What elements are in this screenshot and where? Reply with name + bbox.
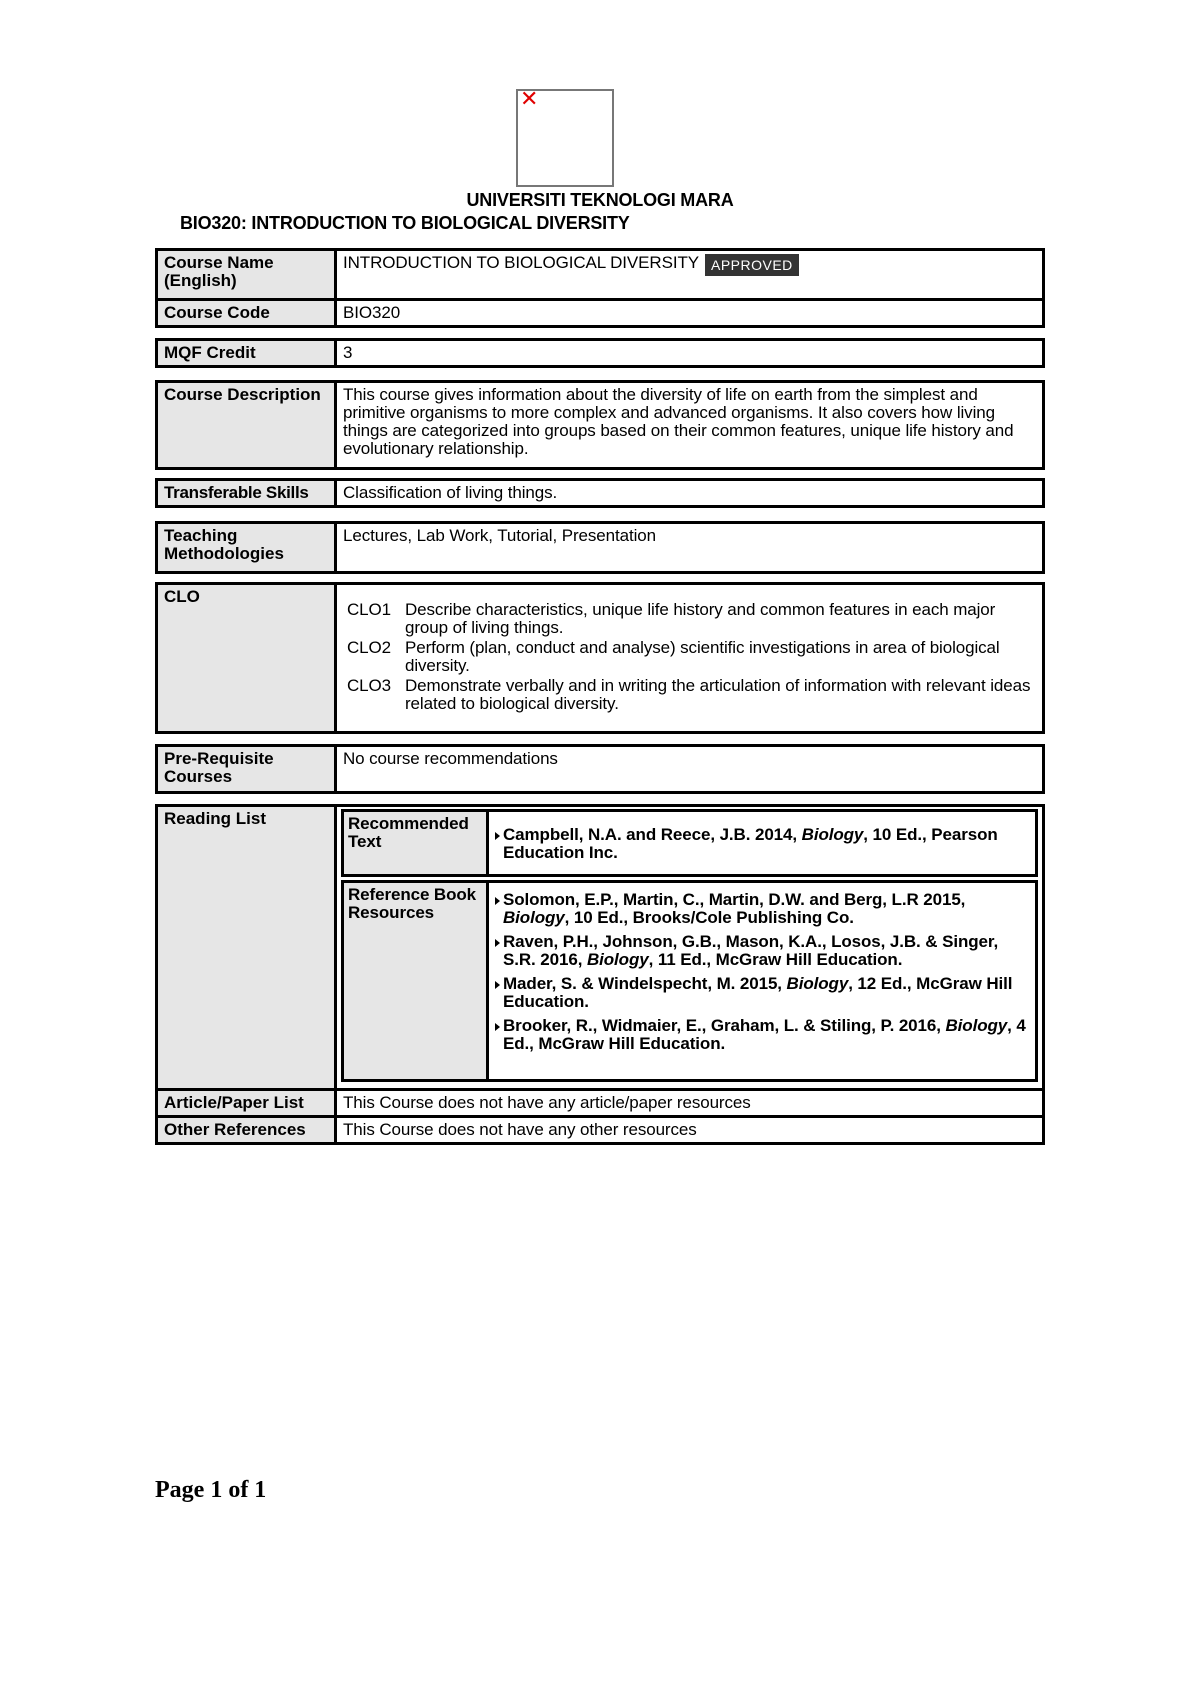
broken-image-icon: ✕ bbox=[520, 87, 539, 112]
ref-detail: , 12 Ed., McGraw Hill Education. bbox=[503, 974, 1013, 1011]
teaching-methodologies-value: Lectures, Lab Work, Tutorial, Presentation bbox=[336, 523, 1044, 573]
recommended-list bbox=[488, 811, 1037, 876]
ref-title: Biology bbox=[503, 908, 565, 927]
clo-item bbox=[347, 677, 1036, 713]
article-list-value: This Course does not have any article/paper resources bbox=[336, 1090, 1044, 1117]
recommended-table bbox=[341, 809, 1038, 877]
transferable-skills-label: Transferable Skills bbox=[157, 480, 336, 507]
course-code-value: BIO320 bbox=[336, 300, 1044, 327]
mqf-table bbox=[155, 338, 1045, 368]
course-name-label: Course Name (English) bbox=[157, 250, 336, 300]
course-description-label: Course Description bbox=[157, 382, 336, 469]
ref-detail: , 10 Ed., Brooks/Cole Publishing Co. bbox=[564, 908, 854, 927]
prerequisite-table bbox=[155, 744, 1045, 794]
university-name: UNIVERSITI TEKNOLOGI MARA bbox=[466, 190, 734, 210]
clo-code: CLO1 bbox=[347, 600, 392, 619]
ref-author: Raven, P.H., Johnson, G.B., Mason, K.A., Losos, J.B. & Singer, S.R. 2016, bbox=[503, 932, 999, 969]
prerequisite-label: Pre-Requisite Courses bbox=[157, 746, 336, 793]
ref-title: Biology bbox=[945, 1016, 1008, 1035]
reference-item bbox=[495, 933, 1029, 969]
mqf-credit-label: MQF Credit bbox=[157, 340, 336, 367]
ref-detail: , 11 Ed., McGraw Hill Education. bbox=[648, 950, 903, 969]
reference-book-label: Reference Book Resources bbox=[343, 882, 488, 1081]
reading-list-table bbox=[155, 804, 1045, 1145]
clo-code: CLO3 bbox=[347, 676, 392, 695]
clo-list bbox=[336, 584, 1044, 733]
course-name-value: INTRODUCTION TO BIOLOGICAL DIVERSITY bbox=[343, 253, 699, 272]
clo-text: Perform (plan, conduct and analyse) scientific investigations in area of biological diversity. bbox=[405, 638, 1000, 675]
prerequisite-value: No course recommendations bbox=[336, 746, 1044, 793]
course-name-cell bbox=[336, 250, 1044, 300]
teaching-methodologies-label: Teaching Methodologies bbox=[157, 523, 336, 573]
other-references-value: This Course does not have any other resources bbox=[336, 1117, 1044, 1144]
page-number: Page 1 of 1 bbox=[155, 1477, 267, 1503]
university-logo-placeholder bbox=[516, 89, 614, 187]
clo-text: Demonstrate verbally and in writing the articulation of information with relevant ideas related to biological diversity. bbox=[405, 676, 1031, 713]
course-description-value: This course gives information about the diversity of life on earth from the simplest and primitive organisms to more complex and advanced organisms. It also covers how living things are categorized into groups based on their common features, unique life history and evolutionary relationship. bbox=[336, 382, 1044, 469]
ref-title: Biology bbox=[586, 950, 649, 969]
recommended-text-label: Recommended Text bbox=[343, 811, 488, 876]
reference-table bbox=[341, 880, 1038, 1082]
teaching-table bbox=[155, 521, 1045, 574]
reference-item bbox=[495, 891, 1029, 927]
article-list-label: Article/Paper List bbox=[157, 1090, 336, 1117]
reference-item bbox=[495, 975, 1029, 1011]
ref-title: Biology bbox=[801, 825, 864, 844]
recommended-item bbox=[495, 826, 1029, 862]
transferable-skills-value: Classification of living things. bbox=[336, 480, 1044, 507]
clo-label: CLO bbox=[157, 584, 336, 733]
ref-author: Campbell, N.A. and Reece, J.B. 2014, bbox=[503, 825, 802, 844]
document-title: BIO320: INTRODUCTION TO BIOLOGICAL DIVERSITY bbox=[180, 213, 630, 233]
clo-item bbox=[347, 639, 1036, 675]
ref-detail: , 4 Ed., McGraw Hill Education. bbox=[503, 1016, 1026, 1053]
clo-item bbox=[347, 601, 1036, 637]
ref-title: Biology bbox=[786, 974, 849, 993]
description-table bbox=[155, 380, 1045, 470]
ref-author: Mader, S. & Windelspecht, M. 2015, bbox=[503, 974, 787, 993]
ref-author: Solomon, E.P., Martin, C., Martin, D.W. and Berg, L.R 2015, bbox=[503, 890, 966, 909]
status-badge: APPROVED bbox=[705, 254, 799, 276]
course-code-label: Course Code bbox=[157, 300, 336, 327]
reading-list-label: Reading List bbox=[157, 806, 336, 1090]
other-references-label: Other References bbox=[157, 1117, 336, 1144]
reference-item bbox=[495, 1017, 1029, 1053]
reading-list-content bbox=[336, 806, 1044, 1090]
skills-table bbox=[155, 478, 1045, 508]
ref-author: Brooker, R., Widmaier, E., Graham, L. & Stiling, P. 2016, bbox=[503, 1016, 946, 1035]
mqf-credit-value: 3 bbox=[336, 340, 1044, 367]
clo-table bbox=[155, 582, 1045, 734]
clo-code: CLO2 bbox=[347, 638, 392, 657]
ref-detail: , 10 Ed., Pearson Education Inc. bbox=[503, 825, 998, 862]
reference-list bbox=[488, 882, 1037, 1081]
clo-text: Describe characteristics, unique life history and common features in each major group of living things. bbox=[405, 600, 996, 637]
course-info-table bbox=[155, 248, 1045, 328]
